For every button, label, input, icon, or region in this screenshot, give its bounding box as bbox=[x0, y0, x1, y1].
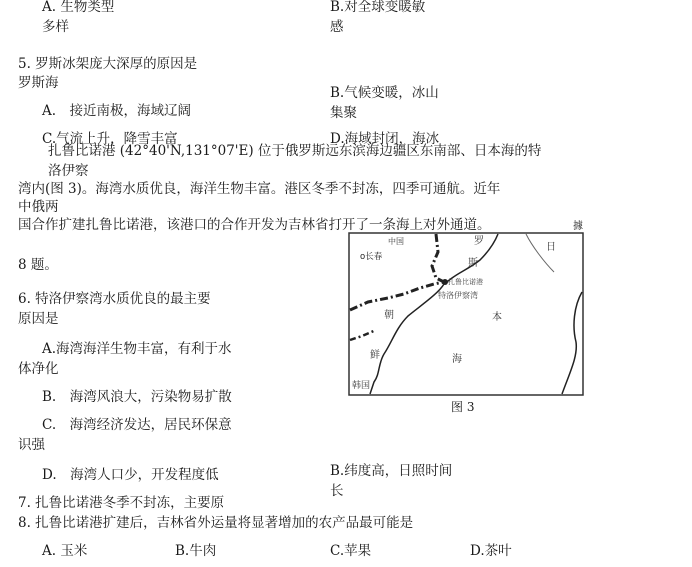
q8-option-b: B.牛肉 bbox=[175, 543, 217, 559]
q6-option-a: A.海湾海洋生物丰富，有利于水 bbox=[42, 341, 232, 357]
q5-option-c: C.气流上升，降雪丰富 bbox=[42, 131, 178, 147]
passage-line-1: 扎鲁比诺港 (42°40'N,131°07'E) 位于俄罗斯远东滨海边疆区东南部、日本海的特 bbox=[48, 143, 542, 159]
q8-option-a: A. 玉米 bbox=[42, 543, 88, 559]
q8-option-c: C.苹果 bbox=[330, 543, 372, 559]
border-china-korea bbox=[350, 282, 444, 310]
map-label-bay: 特洛伊察湾 bbox=[438, 291, 478, 300]
coast-japan bbox=[562, 292, 582, 394]
q5-stem-cont: 罗斯海 bbox=[18, 75, 59, 91]
q7-option-b-cont: 长 bbox=[330, 483, 344, 499]
map-label-korea-1: 朝 bbox=[384, 310, 394, 321]
q6-option-d: D. 海湾人口少，开发程度低 bbox=[42, 467, 219, 483]
passage-line-2: 洛伊察 bbox=[48, 163, 89, 179]
map-label-russia-2: 斯 bbox=[468, 258, 478, 269]
map-label-japan-1: 日 bbox=[546, 242, 556, 253]
q5-option-b-cont: 集聚 bbox=[330, 105, 357, 121]
q7-option-b: B.纬度高，日照时间 bbox=[330, 463, 453, 479]
q4-option-a: A. 生物类型 bbox=[42, 0, 115, 15]
border-china-russia bbox=[432, 234, 444, 282]
passage-line-5: 国合作扩建扎鲁比诺港，该港口的合作开发为吉林省打开了一条海上对外通道。 bbox=[18, 217, 491, 233]
q8-option-d: D.茶叶 bbox=[470, 543, 512, 559]
q6-option-c: C. 海湾经济发达，居民环保意 bbox=[42, 417, 232, 433]
q6-stem: 6. 特洛伊察湾水质优良的最主要 bbox=[18, 291, 211, 307]
figure-3-map bbox=[348, 232, 584, 396]
map-label-hanguo: 韩国 bbox=[352, 381, 371, 391]
map-label-china: 中国 bbox=[388, 237, 404, 246]
q6-option-c-cont: 识强 bbox=[18, 437, 45, 453]
passage-line-4: 中俄两 bbox=[18, 199, 59, 215]
map-label-japan-2: 本 bbox=[492, 312, 502, 323]
coast-sakhalin bbox=[526, 234, 554, 272]
figure-3-caption: 图 3 bbox=[451, 400, 475, 414]
q4-option-b-cont: 感 bbox=[330, 19, 344, 35]
q6-option-b: B. 海湾风浪大，污染物易扩散 bbox=[42, 389, 232, 405]
q6-option-a-cont: 体净化 bbox=[18, 361, 59, 377]
map-label-changchun: o长春 bbox=[360, 252, 383, 262]
q4-option-a-cont: 多样 bbox=[42, 19, 69, 35]
map-label-port: 扎鲁比诺港 bbox=[448, 278, 483, 286]
q5-option-a: A. 接近南极，海域辽阔 bbox=[42, 103, 192, 119]
passage-line-5-tail: 據 bbox=[573, 221, 583, 232]
q6-stem-cont: 原因是 bbox=[18, 311, 59, 327]
q5-option-d: D.海域封闭，海冰 bbox=[330, 131, 440, 147]
q5-option-b: B.气候变暖，冰山 bbox=[330, 85, 439, 101]
passage-line-3: 湾内(图 3)。海湾水质优良，海洋生物丰富。港区冬季不封冻，四季可通航。近年 bbox=[18, 181, 501, 197]
q4-option-b: B.对全球变暖敏 bbox=[330, 0, 426, 15]
passage-line-6: 8 题。 bbox=[18, 257, 58, 273]
q8-stem: 8. 扎鲁比诺港扩建后，吉林省外运量将显著增加的农产品最可能是 bbox=[18, 515, 414, 531]
map-label-korea-2: 鲜 bbox=[370, 350, 380, 361]
map-label-sea: 海 bbox=[452, 354, 462, 365]
q5-stem: 5. 罗斯冰架庞大深厚的原因是 bbox=[18, 56, 198, 72]
map-label-russia-1: 罗 bbox=[474, 236, 484, 247]
border-korea-lower bbox=[350, 330, 376, 340]
q7-stem: 7. 扎鲁比诺港冬季不封冻，主要原 bbox=[18, 495, 225, 511]
